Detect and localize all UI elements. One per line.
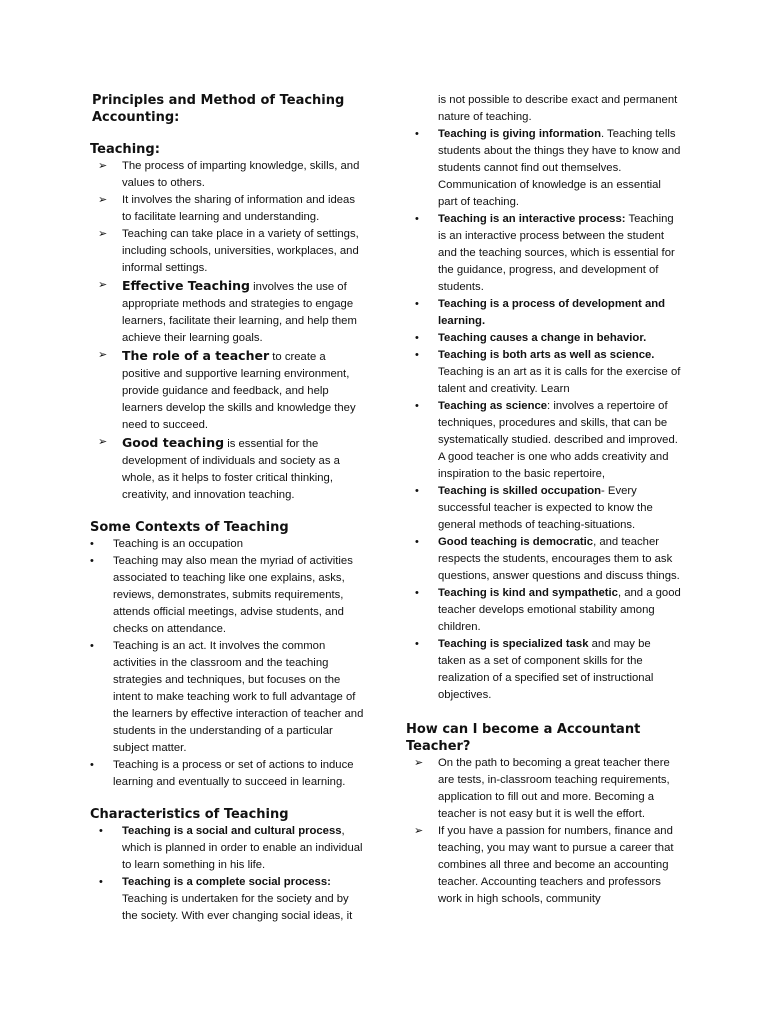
arrow-bullet-icon: ➢: [98, 349, 108, 361]
list-item-text: Teaching is undertaken for the society and by the society. With ever changing social ideas, it: [122, 893, 353, 922]
list-item: [90, 226, 365, 277]
list-item-text: and may be taken as a set of component skills for the realization of a specified set of instructional objectives.: [438, 638, 654, 701]
list-item: [406, 398, 681, 483]
bullet-icon: •: [415, 332, 419, 344]
arrow-bullet-icon: ➢: [98, 228, 108, 240]
list-item: [406, 483, 681, 534]
bullet-icon: •: [415, 298, 419, 310]
list-item-text: The process of imparting knowledge, skills, and values to others.: [122, 160, 360, 189]
left-column: [90, 92, 365, 925]
list-item-text: to create a positive and supportive learning environment, provide guidance and feedback, and help learners develop the skills and knowledge they need to succeed.: [122, 351, 356, 431]
accountant-heading-line1: How can I become a Accountant: [406, 722, 641, 737]
list-item: [90, 192, 365, 226]
list-item-text: , and a good teacher develops emotional stability among children.: [438, 587, 681, 633]
list-item-text: Teaching is an act. It involves the common activities in the classroom and the teaching strategies and techniques, but focuses on the intent to make teaching work to full advantage of the learners by effective interaction of teacher and students in the understanding of a particular subject matter.: [113, 640, 364, 754]
arrow-bullet-icon: ➢: [98, 160, 108, 172]
list-item-term: Teaching causes a change in behavior.: [438, 332, 647, 344]
arrow-bullet-icon: ➢: [414, 757, 424, 769]
bullet-icon: •: [90, 640, 94, 652]
accountant-heading-line2: Teacher?: [406, 739, 471, 754]
bullet-icon: •: [90, 759, 94, 771]
list-item: [90, 757, 365, 791]
bullet-icon: •: [99, 825, 103, 837]
list-item-term: Effective Teaching: [122, 278, 251, 293]
arrow-bullet-icon: ➢: [414, 825, 424, 837]
list-item-term: Teaching is skilled occupation: [438, 485, 602, 497]
bullet-icon: •: [90, 538, 94, 550]
bullet-icon: •: [415, 638, 419, 650]
list-item-text: - Every successful teacher is expected to know the general methods of teaching-situations.: [438, 485, 653, 531]
list-item: [90, 553, 365, 638]
list-item-text: . Teaching tells students about the things they have to know and students cannot find out themselves. Communication of knowledge is an essential part of teaching.: [438, 128, 681, 208]
list-item: [406, 296, 681, 330]
list-item: [90, 874, 365, 925]
list-item-term: Teaching is a complete social process:: [122, 876, 331, 888]
list-item-text: Teaching is an occupation: [113, 538, 244, 550]
list-item-text: involves the use of appropriate methods and strategies to engage learners, facilitate their learning, and help them achieve their learning goals.: [122, 281, 357, 344]
list-item-term: Teaching is giving information: [438, 128, 601, 140]
list-item-term: The role of a teacher: [122, 348, 270, 363]
accountant-heading: [406, 721, 681, 755]
list-item-text: is essential for the development of individuals and society as a whole, as it helps to foster critical thinking, creativity, and innovation teaching.: [122, 438, 340, 501]
bullet-icon: •: [415, 128, 419, 140]
bullet-icon: •: [90, 555, 94, 567]
list-item: [90, 347, 365, 434]
contexts-heading: Some Contexts of Teaching: [90, 520, 289, 535]
list-item: [90, 638, 365, 757]
list-item: [90, 434, 365, 504]
teaching-list: [90, 158, 365, 504]
characteristics-heading: Characteristics of Teaching: [90, 807, 289, 822]
right-column: [406, 92, 681, 908]
list-item: [406, 126, 681, 211]
list-item-text: Teaching is a process or set of actions to induce learning and eventually to succeed in learning.: [113, 759, 354, 788]
list-item-term: Good teaching: [122, 435, 225, 450]
document-title: [92, 92, 365, 126]
list-item-text: Teaching is an art as it is calls for the exercise of talent and creativity. Learn: [438, 366, 681, 395]
bullet-icon: •: [415, 587, 419, 599]
bullet-icon: •: [99, 876, 103, 888]
contexts-list: [90, 536, 365, 791]
list-item-text: Teaching is an interactive process between the student and the teaching sources, which is essential for the guidance, progress, and development of students.: [438, 213, 675, 293]
characteristics-continuation: is not possible to describe exact and permanent nature of teaching.: [438, 94, 678, 123]
document-title-line1: Principles and Method of Teaching: [92, 93, 345, 108]
bullet-icon: •: [415, 536, 419, 548]
bullet-icon: •: [415, 213, 419, 225]
list-item: [406, 347, 681, 398]
list-item: [406, 211, 681, 296]
list-item-term: Teaching is specialized task: [438, 638, 589, 650]
document-title-line2: Accounting:: [92, 110, 180, 125]
list-item-term: Teaching is a social and cultural process: [122, 825, 342, 837]
list-item: [90, 536, 365, 553]
teaching-heading: Teaching:: [90, 142, 160, 157]
list-item: [90, 158, 365, 192]
list-item-text: , which is planned in order to enable an individual to learn something in his life.: [122, 825, 363, 871]
list-item-text: , and teacher respects the students, encourages them to ask questions, answer questions and discuss things.: [438, 536, 680, 582]
list-item-text: : involves a repertoire of techniques, procedures and skills, that can be systematically studied. described and improved. A good teacher is one who adds creativity and inspiration to the basic repertoire,: [438, 400, 678, 480]
list-item-text: It involves the sharing of information and ideas to facilitate learning and understanding.: [122, 194, 355, 223]
list-item-term: Good teaching is democratic: [438, 536, 594, 548]
list-item-term: Teaching is an interactive process:: [438, 213, 626, 225]
bullet-icon: •: [415, 485, 419, 497]
list-item: [406, 330, 681, 347]
list-item: [406, 755, 681, 823]
list-item-text: On the path to becoming a great teacher there are tests, in-classroom teaching requirements, application to fill out and more. Becoming a teacher is not easy but it is well the effort.: [438, 757, 670, 820]
list-item-text: Teaching can take place in a variety of settings, including schools, universities, workplaces, and informal settings.: [122, 228, 359, 274]
arrow-bullet-icon: ➢: [98, 194, 108, 206]
list-item-text: If you have a passion for numbers, finance and teaching, you may want to pursue a career that combines all three and become an accounting teacher. Accounting teachers and professors work in high schools, community: [438, 825, 674, 905]
accountant-list: [406, 755, 681, 908]
list-item: [406, 534, 681, 585]
characteristics-list: [90, 823, 365, 925]
list-item-term: Teaching as science: [438, 400, 548, 412]
list-item-text: Teaching may also mean the myriad of activities associated to teaching like one explains, asks, reviews, demonstrates, submits requirements, attends official meetings, advise students, and checks on attendance.: [113, 555, 353, 635]
arrow-bullet-icon: ➢: [98, 436, 108, 448]
list-item-term: Teaching is kind and sympathetic: [438, 587, 618, 599]
list-item-term: Teaching is a process of development and learning.: [438, 298, 666, 327]
list-item: [406, 823, 681, 908]
bullet-icon: •: [415, 400, 419, 412]
list-item-term: Teaching is both arts as well as science.: [438, 349, 655, 361]
list-item: [90, 277, 365, 347]
bullet-icon: •: [415, 349, 419, 361]
list-item: [406, 636, 681, 704]
list-item: [90, 823, 365, 874]
characteristics-list-continued: [406, 126, 681, 704]
list-item: [406, 585, 681, 636]
arrow-bullet-icon: ➢: [98, 279, 108, 291]
